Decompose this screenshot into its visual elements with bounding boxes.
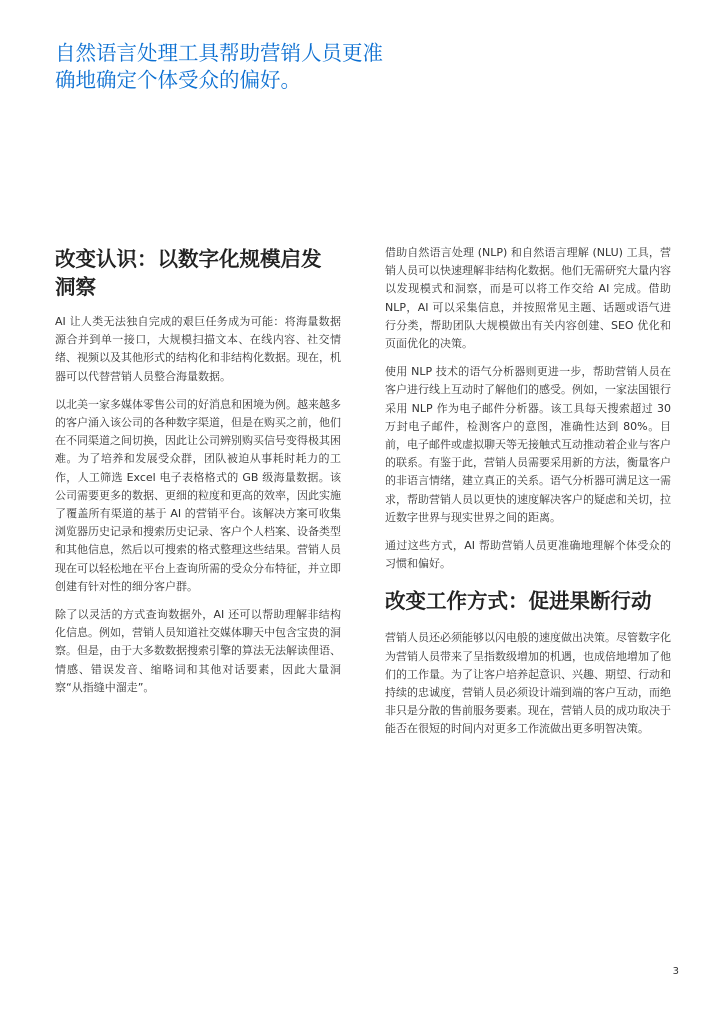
paragraph: 借助自然语言处理 (NLP) 和自然语言理解 (NLU) 工具，营销人员可以快速理解非结构化数据。他们无需研究大量内容以发现模式和洞察，而是可以将工作交给 AI 完成。借助 NLP，AI 可以采集信息，并按照常见主题、话题或语气进行分类，帮助团队大规模做出有关内容创建、SEO 优化和页面优化的决策。	[385, 246, 671, 351]
paragraph: 使用 NLP 技术的语气分析器则更进一步，帮助营销人员在客户进行线上互动时了解他们的感受。例如，一家法国银行采用 NLP 作为电子邮件分析器。该工具每天搜索超过 30 万封电子邮件，检测客户的意图，准确性达到 80%。目前，电子邮件或虚拟聊天等无接触式互动推动着企业与客户的联系。有鉴于此，营销人员需要采用新的方法，衡量客户的非语言情绪，建立真正的关系。语气分析器可满足这一需求，帮助营销人员以更快的速度解决客户的疑虑和关切，拉近数字世界与现实世界之间的距离。	[385, 365, 671, 524]
page-number: 3	[672, 966, 679, 977]
section-title-work: 改变工作方式：促进果断行动	[385, 589, 652, 614]
left-column	[55, 245, 341, 707]
section-title-insights: 改变认识：以数字化规模启发洞察	[55, 247, 322, 299]
paragraph: 营销人员还必须能够以闪电般的速度做出决策。尽管数字化为营销人员带来了呈指数级增加的机遇，也成倍地增加了他们的工作量。为了让客户培养起意识、兴趣、期望、行动和持续的忠诚度，营销人员必须设计端到端的客户互动，而绝非只是分散的售前服务要素。现在，营销人员的成功取决于能否在很短的时间内对更多工作流做出更多明智决策。	[385, 631, 671, 736]
paragraph: 通过这些方式，AI 帮助营销人员更准确地理解个体受众的习惯和偏好。	[385, 539, 671, 571]
paragraph: AI 让人类无法独自完成的艰巨任务成为可能：将海量数据源合并到单一接口，大规模扫描文本、在线内容、社交情绪、视频以及其他形式的结构化和非结构化数据。现在，机器可以代替营销人员整合海量数据。	[55, 315, 341, 383]
page-headline: 自然语言处理工具帮助营销人员更准确地确定个体受众的偏好。	[55, 41, 383, 92]
right-column	[385, 244, 671, 749]
paragraph: 除了以灵活的方式查询数据外，AI 还可以帮助理解非结构化信息。例如，营销人员知道社交媒体聊天中包含宝贵的洞察。但是，由于大多数数据搜索引擎的算法无法解读俚语、情感、错误发音、缩略词和其他对话要素，因此大量洞察“从指缝中溜走”。	[55, 608, 341, 694]
paragraph: 以北美一家多媒体零售公司的好消息和困境为例。越来越多的客户涌入该公司的各种数字渠道，但是在购买之前，他们在不同渠道之间切换，因此让公司辨别购买信号变得极其困难。为了培养和发展受众群，团队被迫从事耗时耗力的工作，人工筛选 Excel 电子表格格式的 GB 级海量数据。该公司需要更多的数据、更细的粒度和更高的效率，因此实施了覆盖所有渠道的基于 AI 的营销平台。该解决方案可收集浏览器历史记录和搜索历史记录、客户个人档案、设备类型和其他信息，然后以可搜索的格式整理这些结果。营销人员现在可以轻松地在平台上查询所需的受众分布特征，并立即创建有针对性的细分客户群。	[55, 397, 341, 593]
